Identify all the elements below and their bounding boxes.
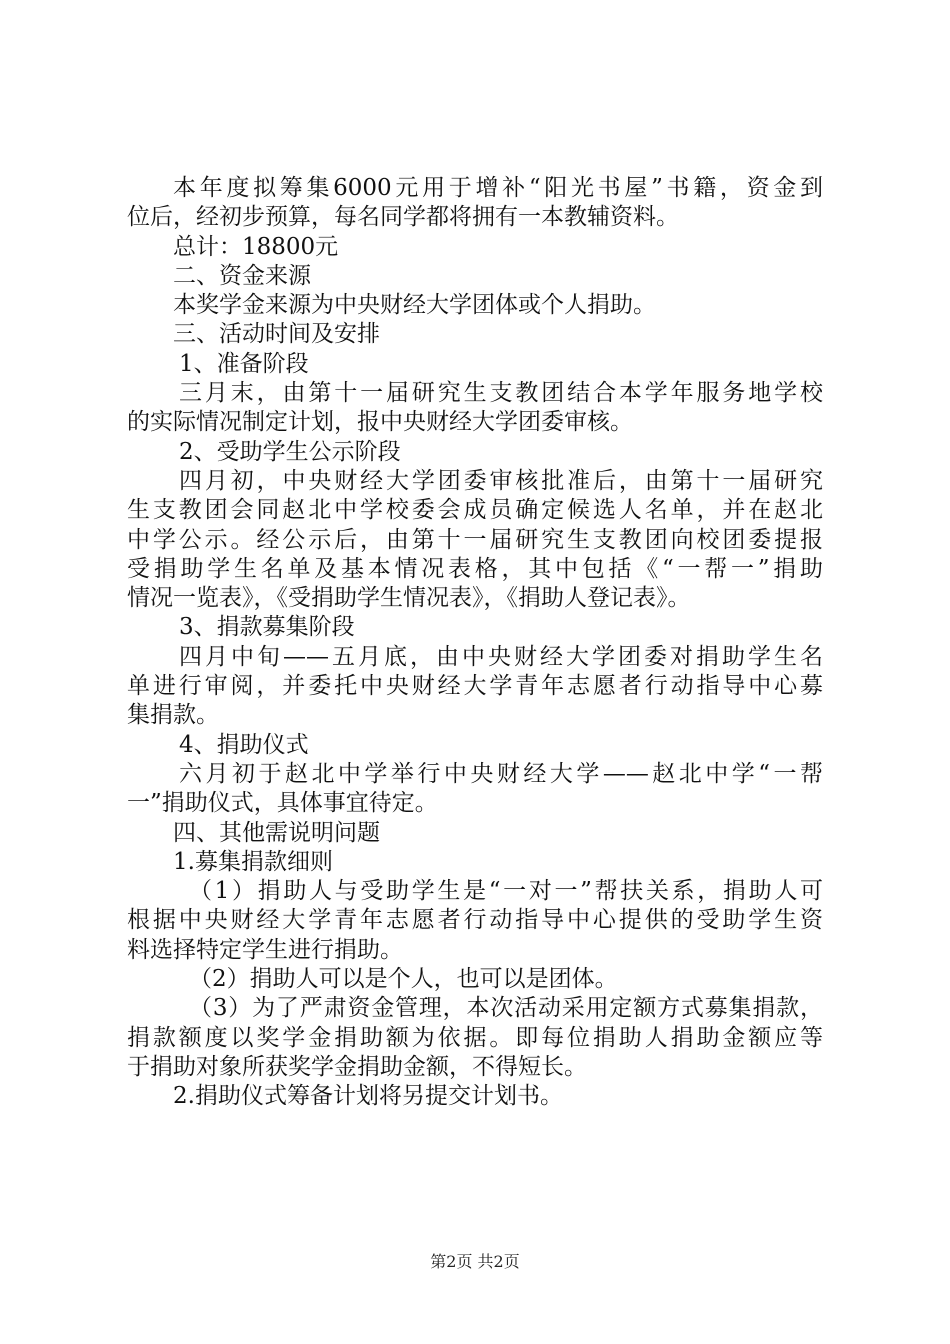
paragraph-line: 捐款额度以奖学金捐助额为依据。即每位捐助人捐助金额应等 [127,1024,823,1051]
paragraph-line: 受捐助学生名单及基本情况表格，其中包括《“一帮一”捐助 [127,555,823,582]
paragraph-line: 六月初于赵北中学举行中央财经大学——赵北中学“一帮 [179,760,823,787]
section-heading: 四、其他需说明问题 [173,819,380,846]
paragraph-line: 生支教团会同赵北中学校委会成员确定候选人名单，并在赵北 [127,497,823,524]
subsection-heading: 3、捐款募集阶段 [179,614,355,641]
paragraph-line: 于捐助对象所获奖学金捐助金额，不得短长。 [127,1053,587,1080]
section-heading: 三、活动时间及安排 [173,321,380,348]
paragraph-line: 情况一览表》，《受捐助学生情况表》，《捐助人登记表》。 [127,585,691,612]
page-footer: 第2页 共2页 [430,1252,520,1271]
paragraph-line: （1）捐助人与受助学生是“一对一”帮扶关系，捐助人可 [189,878,823,905]
section-heading: 二、资金来源 [173,262,311,289]
paragraph-line: （2）捐助人可以是个人，也可以是团体。 [189,966,618,993]
paragraph-line: （3）为了严肃资金管理，本次活动采用定额方式募集捐款， [189,995,823,1022]
paragraph-line: 的实际情况制定计划，报中央财经大学团委审核。 [127,409,633,436]
subsection-heading: 2、受助学生公示阶段 [179,438,401,465]
paragraph-line: 根据中央财经大学青年志愿者行动指导中心提供的受助学生资 [127,907,823,934]
subsection-heading: 4、捐助仪式 [179,731,309,758]
paragraph-line: 2.捐助仪式筹备计划将另提交计划书。 [173,1083,563,1110]
paragraph-line: 一”捐助仪式，具体事宜待定。 [127,790,438,817]
paragraph-line: 三月末，由第十一届研究生支教团结合本学年服务地学校 [179,380,823,407]
subsection-heading: 1、准备阶段 [179,350,309,377]
paragraph-line: 集捐款。 [127,702,219,729]
paragraph-line: 位后，经初步预算，每名同学都将拥有一本教辅资料。 [127,204,679,231]
paragraph-line: 本年度拟筹集6000元用于增补“阳光书屋”书籍，资金到 [173,175,823,201]
paragraph-line: 本奖学金来源为中央财经大学团体或个人捐助。 [173,292,656,319]
paragraph-line: 四月初，中央财经大学团委审核批准后，由第十一届研究 [179,467,823,494]
subsection-heading: 1.募集捐款细则 [173,848,333,875]
paragraph-line: 料选择特定学生进行捐助。 [127,936,403,963]
paragraph-line: 总计：18800元 [173,233,339,260]
paragraph-line: 中学公示。经公示后，由第十一届研究生支教团向校团委提报 [127,526,823,553]
paragraph-line: 四月中旬——五月底，由中央财经大学团委对捐助学生名 [179,643,823,670]
document-body [127,174,823,1112]
paragraph-line: 单进行审阅，并委托中央财经大学青年志愿者行动指导中心募 [127,673,823,700]
